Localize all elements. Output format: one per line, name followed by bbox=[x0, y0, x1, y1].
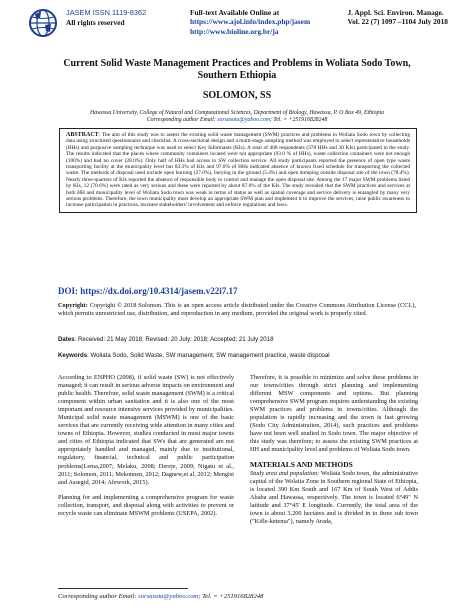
keywords-label: Keywords bbox=[58, 352, 88, 359]
footer-rule bbox=[58, 588, 188, 589]
body-paragraph: Planning for and implementing a comprehensive program for waste collection, transport, and disposal along with activities to prevent or recycle waste can eliminate MSWM problems (USEPA, 2002). bbox=[58, 493, 234, 517]
affiliation-email-label: Corresponding author Email: bbox=[146, 117, 218, 123]
issn-block bbox=[66, 8, 146, 28]
affiliation bbox=[50, 110, 424, 124]
journal-abbr: J. Appl. Sci. Environ. Manage. bbox=[347, 8, 444, 17]
body-column-left bbox=[58, 374, 234, 525]
copyright-text: Copyright © 2018 Solomon. This is an open access article distributed under the Creative Commons Attribution License (CCL), which permits unrestricted use, distribution, and reproduction in any medium, provided the original work is properly cited. bbox=[58, 302, 416, 317]
study-area-paragraph bbox=[250, 470, 418, 526]
footer-label: Corresponding author Email: bbox=[58, 593, 139, 600]
study-area-text: Woliata Sodo town, the administrative capital of the Wolaita Zone in Southern regional State of Ethiopia, is located 390 Km South and 167 Km of South West of Addis Ababa and Hawassa, respectively. The town is located 6°49" N latitude and 37°45' E longitude. Currently, the total area of the town is about 3,200 hectares and is divided in to three sub town ("Kifle-ketema"), namely Arada, bbox=[250, 469, 418, 525]
affiliation-text: Hawassa University, College of Natural and Computational Sciences, Department of Biology, Hawassa, P. O Box 49, Ethiopia bbox=[90, 110, 384, 116]
article-dates bbox=[58, 336, 273, 343]
footer-tel: ; Tel. = +251916828248 bbox=[198, 593, 264, 600]
rights-text: All rights reserved bbox=[66, 18, 125, 27]
affiliation-contact bbox=[50, 117, 424, 124]
abstract-label: ABSTRACT bbox=[66, 132, 99, 138]
journal-volume: Vol. 22 (7) 1097 –1104 July 2018 bbox=[347, 17, 448, 27]
article-title: Current Solid Waste Management Practices and Problems in Woliata Sodo Town, Southern Ethiopia bbox=[63, 58, 411, 81]
jasem-globe-icon bbox=[28, 8, 58, 38]
body-paragraph: According to ENPHO (2008), if solid waste (SW) is not effectively managed; it can result in serious adverse impacts on environment and public health. Therefore, solid waste management (SWM) is a critical component within urban sanitation and it is also one of the most important and resource intensive services provided by municipalities. Municipal solid waste management (MSWM) is one of the basic services that are currently receiving wide attention in many cities and towns of Ethiopia. However, studies conducted in most major towns and cities of Ethiopia indicated that SWs that are generated are not appropriately handled and managed, mainly due to institutional, regulatory, financial, technical and public participation problems(Lema,2007; Melaku, 2008; Dereje, 2009; Nigatu et al., 2011; Solomon, 2011; Mekonnen, 2012; Dagnew,et al, 2012; Mengist and Assegid, 2014; Afework, 2015). bbox=[58, 374, 234, 486]
affiliation-email-link[interactable]: sorsasota@yahoo.com bbox=[217, 117, 271, 123]
footer-email-link[interactable]: sorsasota@yahoo.com bbox=[138, 593, 199, 600]
page-footer bbox=[58, 593, 263, 600]
section-heading: MATERIALS AND METHODS bbox=[250, 460, 353, 470]
affiliation-tel: ; Tel. = +251916828248 bbox=[270, 117, 328, 123]
abstract-text: : The aim of this study was to assess the existing solid waste management (SWM) practices and problems in Woliata Sodo town by collecting data using structured questionnaire and checklist. A cross-sectional design and a multi-stage sampling method was employed to select representative households (HHs) and purposive sampling technique was used to select Key Informants (KIs). A total of 408 respondents (378 HHs and 30 KIs) participated in the study. The results indicated that the places where community containers located were not appropriate (93.0 % of HHs), waste collection containers were not enough (100%) and had no cover (28.0%). Only half of HHs had access to SW collection service. All study participants reported the presence of open type waste transporting facility at the municipality level but 83.3% of KIs and 97.0% of HHs indicated absence of known fixed schedule for transporting the collected waste. The methods of disposal used include open burning (27.0%), burying in the ground (5.4%) and open dumping outside disposal site of the town (78.4%). Nearly three-quarters of KIs reported the absence of responsible body to control and manage the open disposal site. Among the 17 major SWM problems listed by KIs, 12 (70.6%) were rated as very serious and these were reported by about 87.0% of the KIs. The study revealed that the SWM practices and services at both HH and municipality level of Woliata Sodo town was weak in terms of status as well as spatial coverage and service delivery is entangled by many very serious problems. Therefore, the town municipality must develop an appropriate SWM plan and implement it to improve the services, raise public awareness to increase participation in practices, increase stakeholders' involvement and enforce regulations and laws. bbox=[66, 132, 410, 209]
journal-citation bbox=[347, 8, 448, 27]
keywords-text: : Woliata Sodo, Solid Waste, SW management, SW management practice, waste disposal bbox=[87, 352, 330, 359]
study-area-label: Study area and population: bbox=[250, 469, 320, 477]
bioline-link[interactable]: http://www.bioline.org.br/ja bbox=[190, 26, 279, 36]
doi-link[interactable]: DOI: https://dx.doi.org/10.4314/jasem.v22i7.17 bbox=[58, 286, 238, 296]
copyright-label: Copyright: bbox=[58, 302, 88, 309]
ajol-link[interactable]: https://www.ajol.info/index.php/jasem bbox=[190, 17, 311, 27]
author-name: SOLOMON, SS bbox=[202, 90, 272, 101]
fulltext-label: Full-text Available Online at bbox=[190, 8, 280, 17]
abstract-box bbox=[59, 128, 417, 213]
article-keywords bbox=[58, 352, 330, 359]
copyright-notice bbox=[58, 302, 416, 318]
dates-label: Dates bbox=[58, 336, 75, 343]
body-column-right bbox=[250, 374, 418, 533]
journal-header bbox=[28, 8, 448, 56]
issn-text: JASEM ISSN 1119-8362 bbox=[66, 8, 147, 17]
dates-text: : Received: 21 May 2018; Revised: 20 July: 2018; Accepted: 21 July 2018 bbox=[74, 336, 274, 343]
body-paragraph: Therefore, it is possible to minimize and solve these problems in our towns/cities through strict planning and implementing different MSW components and options. But planning comprehensive SWM program requires understanding the existing SWM practices and problems in towns/cities. Although the population is rapidly increasing and the town is fast growing (Sodo City Administration, 2014), such practices and problems have not been well studied in Sodo town. The major objective of this study was therefore; to assess the existing SWM practices at HH and municipality level and problems of Woliata Sodo town. bbox=[250, 374, 418, 454]
fulltext-block bbox=[190, 8, 310, 36]
